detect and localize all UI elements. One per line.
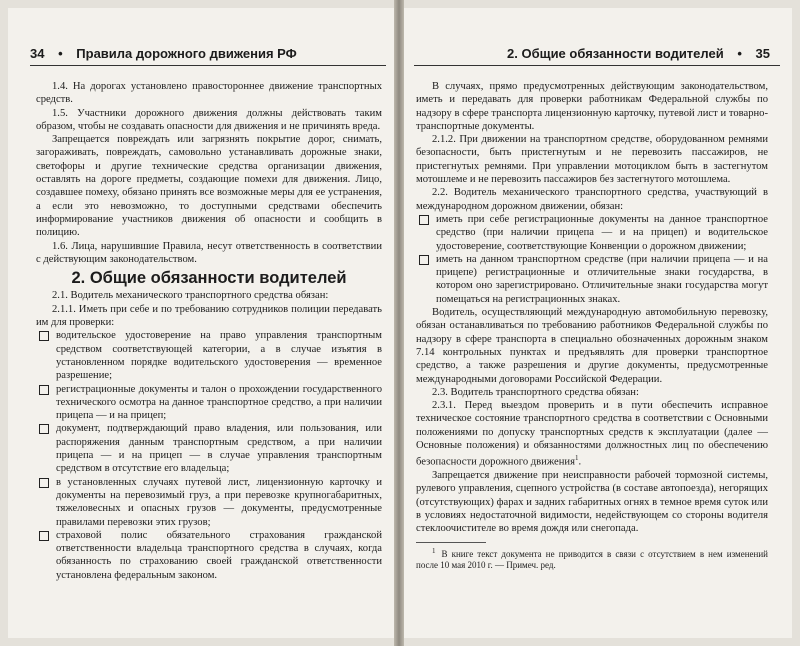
checkbox-square-icon <box>39 531 49 541</box>
paragraph-2-3-1-text: 2.3.1. Перед выездом проверить и в пути обеспечить исправное техническое состояние транспортного средства в соответствии с Основными положениями по допуску транспортных средств к эксплуатации (далее — Основные положения) и обязанностями должностных лиц по обеспечению безопасности дорожного движения <box>416 400 768 468</box>
list-item <box>36 383 382 423</box>
right-running-head <box>507 46 770 61</box>
list-item <box>416 213 768 253</box>
paragraph-2-3-1: 2.3.1. Перед выездом проверить и в пути обеспечить исправное техническое состояние транспортного средства в соответствии с Основными положениями по допуску транспортных средств к эксплуатации (далее — Основные положения) и обязанностями должностных лиц по обеспечению безопасности дорожного движения$^1$. <box>416 400 768 468</box>
footnote-reference: 1 <box>574 454 579 463</box>
checkbox-square-icon <box>39 424 49 434</box>
list-item-text: в установленных случаях путевой лист, лицензионную карточку и документы на перевозимый груз, а при перевозке крупногабаритных, тяжеловесных и опасных грузов — документы, предусмотренные правилами перевозки этих грузов; <box>56 476 382 528</box>
paragraph-2-1-2: 2.1.2. При движении на транспортном средстве, оборудованном ремнями безопасности, быть пристегнутым и не перевозить пассажиров, не пристегнутых ремнями. При управлении мотоциклом быть в застегнутом мотошлеме и не перевозить пассажиров без застегнутого мотошлема. <box>416 134 768 186</box>
right-page <box>404 8 792 638</box>
list-item-text: иметь при себе регистрационные документы на данное транспортное средство (при наличии прицепа — и на прицеп) и водительское удостоверение, соответствующие Конвенции о дорожном движении; <box>436 213 768 252</box>
right-head-rule <box>414 65 780 66</box>
left-running-title: Правила дорожного движения РФ <box>76 46 297 61</box>
left-running-head <box>30 46 297 61</box>
footnote-number: 1 <box>432 546 436 555</box>
footnote-text: В книге текст документа не приводится в связи с отсутствием в нем изменений после 10 мая 2010 г. — Примеч. ред. <box>416 548 768 571</box>
paragraph-1-5: 1.5. Участники дорожного движения должны действовать таким образом, чтобы не создавать опасности для движения и не причинять вреда. <box>36 107 382 132</box>
checkbox-square-icon <box>39 478 49 488</box>
left-text-column <box>36 80 382 582</box>
list-item-text: водительское удостоверение на право управления транспортным средством соответствующей категории, а в случае изъятия в установленном порядке водительского удостоверения — временное разрешение; <box>56 330 382 382</box>
paragraph-2-1: 2.1. Водитель механического транспортного средства обязан: <box>52 290 329 302</box>
checkbox-square-icon <box>419 215 429 225</box>
left-head-rule <box>30 65 386 66</box>
left-page-number: 34 <box>30 46 45 61</box>
left-page <box>8 8 394 638</box>
list-item-text: страховой полис обязательного страхования гражданской ответственности владельца транспортного средства в случаях, когда обязанность по страхованию своей гражданской ответственности установлена федеральным законом. <box>56 529 382 581</box>
paragraph-documents: В случаях, прямо предусмотренных действующим законодательством, иметь и передавать для проверки работникам Федеральной службы по надзору в сфере транспорта лицензионную карточку, путевой лист и товарно-транспортные документы. <box>416 81 768 132</box>
paragraph-1-4: 1.4. На дорогах установлено правостороннее движение транспортных средств. <box>36 81 382 106</box>
paragraph-2-2: 2.2. Водитель механического транспортного средства, участвующий в международном дорожном движении, обязан: <box>416 187 768 212</box>
list-item <box>36 476 382 529</box>
paragraph-international: Водитель, осуществляющий международную автомобильную перевозку, обязан останавливаться по требованию работников Федеральной службы по надзору в сфере транспорта в специально обозначенных дорожным знаком 7.14 контрольных пунктах и предъявлять для проверки транспортное средство, а также разрешения и другие документы, предусмотренные международными договорами Российской Федерации. <box>416 307 768 385</box>
paragraph-malfunctions: Запрещается движение при неисправности рабочей тормозной системы, рулевого управления, сцепного устройства (в составе автопоезда), негорящих (отсутствующих) фарах и задних габаритных огнях в темное время суток или в условиях недостаточной видимости, недействующем со стороны водителя стеклоочистителе во время дождя или снегопада. <box>416 470 768 535</box>
list-item-text: иметь на данном транспортном средстве (при наличии прицепа — и на прицепе) регистрационные и отличительные знаки государства, в котором оно зарегистрировано. Отличительные знаки государства могут помещаться на регистрационных знаках. <box>436 253 768 305</box>
paragraph-2-3: 2.3. Водитель транспортного средства обязан: <box>432 386 639 398</box>
right-running-title: 2. Общие обязанности водителей <box>507 46 724 61</box>
right-text-column <box>416 80 768 572</box>
footnote-rule <box>416 542 486 543</box>
list-item-text: регистрационные документы и талон о прохождении государственного технического осмотра на данное транспортное средство, а при наличии прицепа — и на прицеп; <box>56 383 382 422</box>
paragraph-prohibition: Запрещается повреждать или загрязнять покрытие дорог, снимать, загораживать, повреждать, самовольно устанавливать дорожные знаки, светофоры и другие технические средства организации движения, оставлять на дороге предметы, создающие помехи для движения. Лицо, создавшее помеху, обязано принять все возможные меры для ее устранения, а если это невозможно, то доступными средствами обеспечить информирование участников движения об опасности и сообщить в полицию. <box>36 134 382 239</box>
list-item <box>36 529 382 582</box>
list-item <box>36 422 382 475</box>
checkbox-square-icon <box>419 255 429 265</box>
checkbox-square-icon <box>39 331 49 341</box>
left-head-separator: • <box>58 46 63 61</box>
list-item <box>36 329 382 382</box>
paragraph-1-6: 1.6. Лица, нарушившие Правила, несут ответственность в соответствии с действующим законодательством. <box>36 240 382 265</box>
right-page-number: 35 <box>755 46 770 61</box>
checkbox-square-icon <box>39 385 49 395</box>
book-gutter <box>394 0 404 646</box>
paragraph-2-1-1: 2.1.1. Иметь при себе и по требованию сотрудников полиции передавать им для проверки: <box>36 303 382 329</box>
list-item-text: документ, подтверждающий право владения, или пользования, или распоряжения данным транспортным средством, а при наличии прицепа — и на прицеп — в случае управления транспортным средством в отсутствие его владельца; <box>56 423 382 475</box>
footnote <box>416 546 768 572</box>
right-head-separator: • <box>737 46 742 61</box>
section-heading: 2. Общие обязанности водителей <box>71 269 347 288</box>
list-item <box>416 253 768 306</box>
